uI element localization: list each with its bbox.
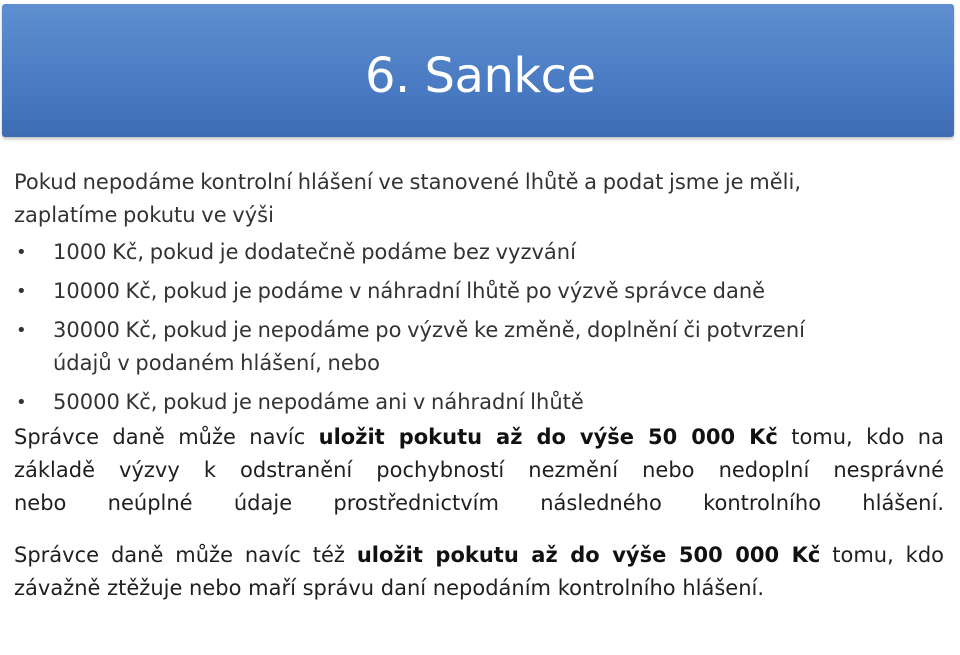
penalty-1-line-3: nebo neúplné údaje prostřednictvím následného kontrolního hlášení. <box>14 491 944 515</box>
penalty-2-text-pre: Správce daně může navíc též <box>14 543 357 567</box>
bullet-list <box>14 236 944 419</box>
bullet-text: 10000 Kč, pokud je podáme v náhradní lhůtě po výzvě správce daně <box>53 279 766 303</box>
title-bar <box>2 4 954 137</box>
penalty-paragraph-2 <box>14 539 944 605</box>
bullet-dot-icon: • <box>16 392 27 413</box>
penalty-1-text-pre: Správce daně může navíc <box>14 425 319 449</box>
penalty-1-amount: uložit pokutu až do výše 50 000 Kč <box>318 425 778 449</box>
slide-title: 6. Sankce <box>365 48 596 104</box>
penalty-paragraph-1 <box>14 421 944 520</box>
bullet-item <box>14 314 944 380</box>
penalty-1-line-1 <box>14 421 944 454</box>
bullet-item <box>14 386 944 419</box>
penalty-2-line-2: závažně ztěžuje nebo maří správu daní nepodáním kontrolního hlášení. <box>14 576 765 600</box>
intro-line-2: zaplatíme pokutu ve výši <box>14 203 274 227</box>
bullet-dot-icon: • <box>16 320 27 341</box>
penalty-2-text-post: tomu, kdo <box>820 543 944 567</box>
bullet-item <box>14 236 944 269</box>
bullet-item <box>14 275 944 308</box>
bullet-text: 30000 Kč, pokud je nepodáme po výzvě ke změně, doplnění či potvrzení <box>53 318 805 342</box>
slide-body <box>14 166 944 605</box>
penalty-2-amount: uložit pokutu až do výše 500 000 Kč <box>356 543 821 567</box>
bullet-dot-icon: • <box>16 242 27 263</box>
penalty-1-line-2: základě výzvy k odstranění pochybností nezmění nebo nedoplní nesprávné <box>14 458 944 482</box>
penalty-1-text-post: tomu, kdo na <box>777 425 944 449</box>
bullet-text: 50000 Kč, pokud je nepodáme ani v náhradní lhůtě <box>53 390 584 414</box>
intro-paragraph <box>14 166 944 232</box>
bullet-text: 1000 Kč, pokud je dodatečně podáme bez vyzvání <box>53 240 576 264</box>
bullet-dot-icon: • <box>16 281 27 302</box>
penalty-2-line-1 <box>14 539 944 572</box>
bullet-text-continuation: údajů v podaném hlášení, nebo <box>53 351 380 375</box>
intro-line-1: Pokud nepodáme kontrolní hlášení ve stanovené lhůtě a podat jsme je měli, <box>14 170 801 194</box>
